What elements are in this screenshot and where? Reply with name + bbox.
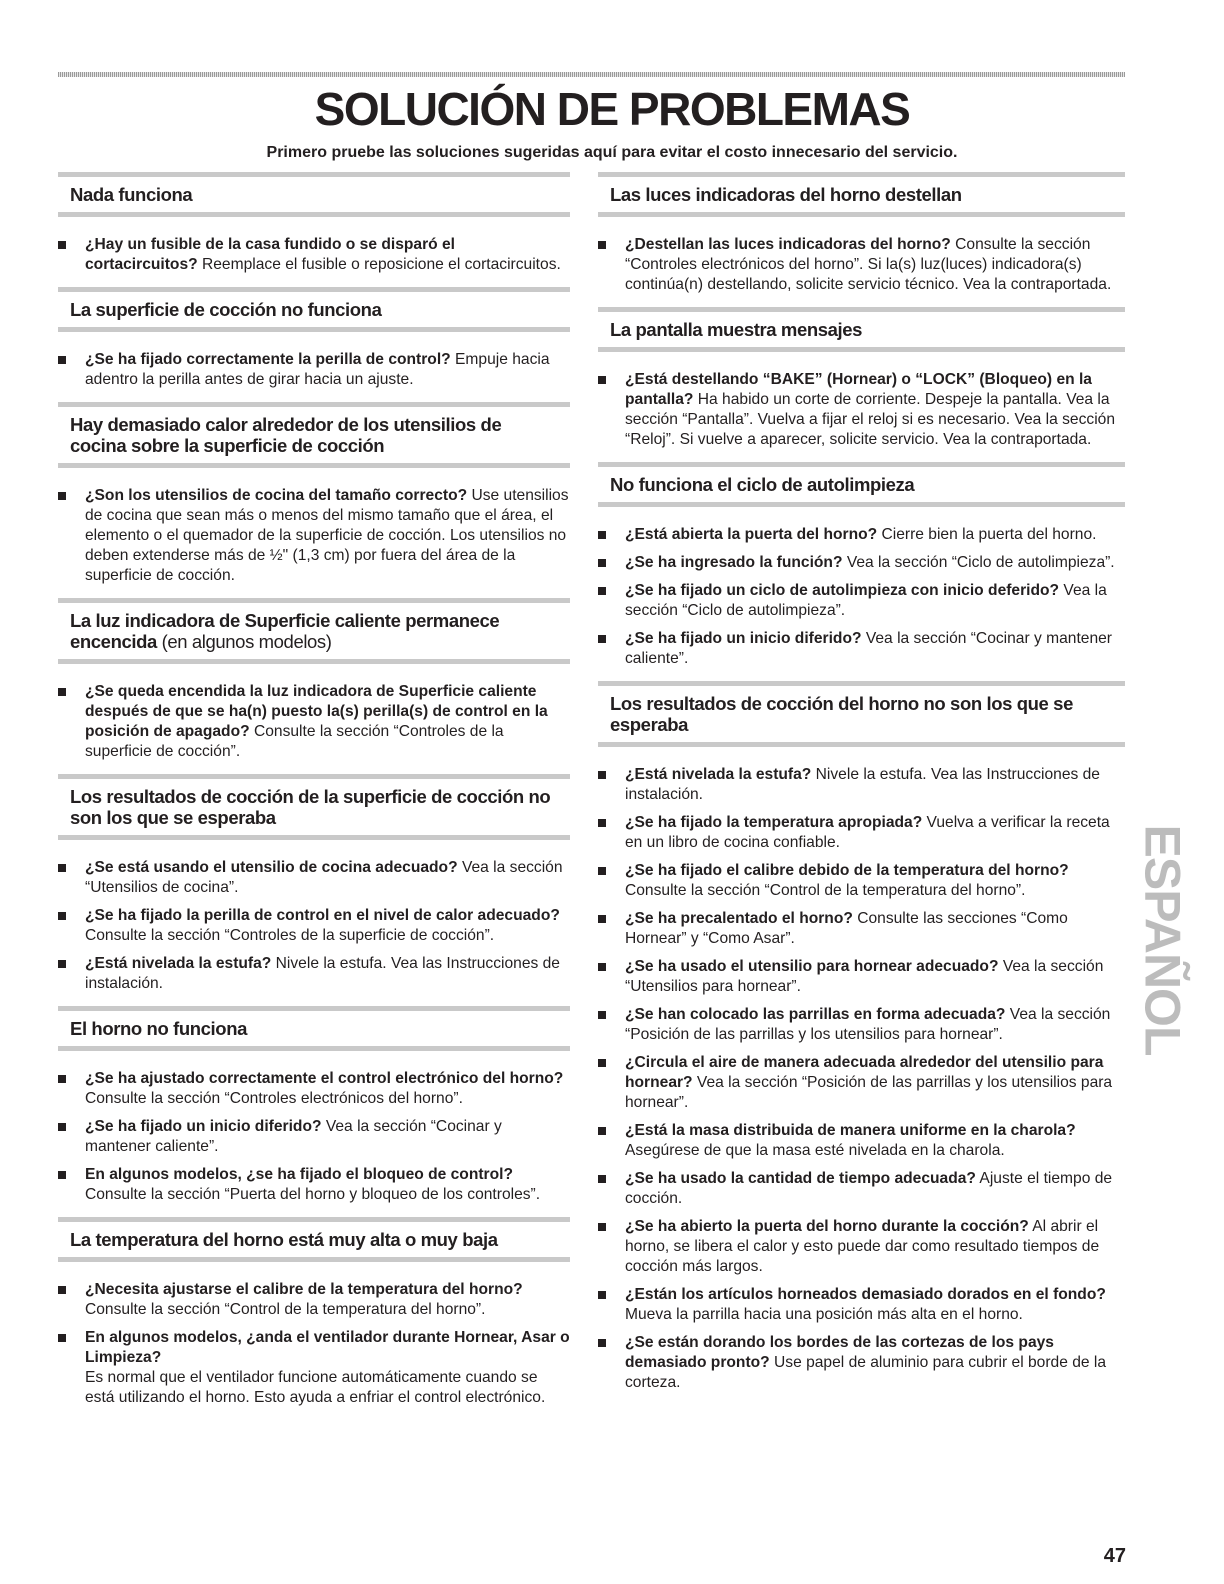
square-bullet-icon bbox=[598, 1127, 606, 1135]
answer-text: Empuje hacia adentro la perilla antes de girar hacia un ajuste. bbox=[85, 351, 550, 388]
solution-list bbox=[598, 747, 1125, 1393]
section-heading bbox=[58, 1217, 570, 1262]
troubleshooting-section bbox=[58, 172, 570, 275]
answer-text: Consulte la sección “Controles de la superficie de cocción”. bbox=[85, 723, 504, 760]
question-text: ¿Está la masa distribuida de manera uniforme en la charola? bbox=[625, 1122, 1076, 1139]
question-text: ¿Se ha fijado la perilla de control en el nivel de calor adecuado? bbox=[85, 907, 560, 924]
question-text: ¿Se ha usado la cantidad de tiempo adecuada? bbox=[625, 1170, 976, 1187]
question-text: ¿Hay un fusible de la casa fundido o se disparó el cortacircuitos? bbox=[85, 236, 456, 273]
section-heading-text: La temperatura del horno está muy alta o muy baja bbox=[70, 1229, 498, 1250]
question-text: ¿Son los utensilios de cocina del tamaño correcto? bbox=[85, 487, 468, 504]
solution-list bbox=[58, 468, 570, 586]
question-text: ¿Están los artículos horneados demasiado dorados en el fondo? bbox=[625, 1286, 1106, 1303]
answer-text: Consulte la sección “Controles electrónicos del horno”. Si la(s) luz(luces) indicadora(s) continúa(n) destellando, solicite servicio técnico. Vea la contraportada. bbox=[625, 236, 1112, 293]
answer-text: Cierre bien la puerta del horno. bbox=[877, 526, 1097, 543]
square-bullet-icon bbox=[598, 819, 606, 827]
troubleshooting-section bbox=[598, 681, 1125, 1393]
list-item bbox=[58, 858, 570, 898]
section-heading-text: La luz indicadora de Superficie caliente permanece encencida bbox=[70, 610, 500, 652]
question-text: ¿Se queda encendida la luz indicadora de Superficie caliente después de que se ha(n) puesto la(s) perilla(s) de control en la posición de apagado? bbox=[85, 683, 548, 740]
square-bullet-icon bbox=[58, 864, 66, 872]
page-number: 47 bbox=[1103, 1545, 1126, 1567]
page-subtitle: Primero pruebe las soluciones sugeridas aquí para evitar el costo innecesario del servicio. bbox=[266, 144, 958, 161]
square-bullet-icon bbox=[58, 356, 66, 364]
square-bullet-icon bbox=[598, 1059, 606, 1067]
list-item bbox=[58, 1069, 570, 1109]
section-heading-text: Las luces indicadoras del horno destellan bbox=[610, 184, 962, 205]
answer-text: Vuelva a verificar la receta en un libro de cocina confiable. bbox=[625, 814, 1110, 851]
list-item bbox=[58, 1280, 570, 1320]
question-text: ¿Destellan las luces indicadoras del horno? bbox=[625, 236, 951, 253]
square-bullet-icon bbox=[598, 531, 606, 539]
list-item bbox=[598, 1285, 1125, 1325]
question-text: ¿Se ha fijado un inicio diferido? bbox=[625, 630, 862, 647]
list-item bbox=[58, 486, 570, 586]
square-bullet-icon bbox=[598, 376, 606, 384]
solution-list bbox=[58, 1262, 570, 1408]
list-item bbox=[598, 1053, 1125, 1113]
list-item bbox=[598, 235, 1125, 295]
answer-text: Vea la sección “Cocinar y mantener caliente”. bbox=[85, 1118, 502, 1155]
section-heading bbox=[58, 287, 570, 332]
section-heading-text: Nada funciona bbox=[70, 184, 193, 205]
answer-text: Consulte la sección “Puerta del horno y bloqueo de los controles”. bbox=[85, 1186, 541, 1203]
list-item bbox=[58, 682, 570, 762]
answer-text: Vea la sección “Ciclo de autolimpieza”. bbox=[625, 582, 1107, 619]
language-label: ESPAÑOL bbox=[1134, 824, 1190, 1056]
list-item bbox=[598, 957, 1125, 997]
question-text: ¿Se están dorando los bordes de las cortezas de los pays demasiado pronto? bbox=[625, 1334, 1054, 1371]
troubleshooting-section bbox=[58, 598, 570, 762]
square-bullet-icon bbox=[598, 1175, 606, 1183]
section-heading bbox=[58, 402, 570, 468]
left-column bbox=[58, 172, 570, 1420]
question-text: ¿Se está usando el utensilio de cocina adecuado? bbox=[85, 859, 458, 876]
question-text: ¿Necesita ajustarse el calibre de la temperatura del horno? bbox=[85, 1281, 523, 1298]
list-item bbox=[598, 581, 1125, 621]
square-bullet-icon bbox=[58, 1286, 66, 1294]
answer-text: Nivele la estufa. Vea las Instrucciones de instalación. bbox=[625, 766, 1100, 803]
answer-text: Ha habido un corte de corriente. Despeje la pantalla. Vea la sección “Pantalla”. Vuelva a fijar el reloj si es necesario. Vea la sección “Reloj”. Si vuelve a aparecer, solicite servicio. Vea la contraportada. bbox=[625, 391, 1116, 448]
list-item bbox=[58, 1328, 570, 1408]
question-text: En algunos modelos, ¿se ha fijado el bloqueo de control? bbox=[85, 1166, 513, 1183]
section-heading-note: (en algunos modelos) bbox=[156, 631, 332, 652]
square-bullet-icon bbox=[598, 771, 606, 779]
answer-text: Nivele la estufa. Vea las Instrucciones de instalación. bbox=[85, 955, 560, 992]
troubleshooting-section bbox=[598, 172, 1125, 295]
question-text: ¿Está destellando “BAKE” (Hornear) o “LOCK” (Bloqueo) en la pantalla? bbox=[625, 371, 1092, 408]
list-item bbox=[598, 525, 1125, 545]
list-item bbox=[598, 1333, 1125, 1393]
troubleshooting-section bbox=[598, 307, 1125, 450]
answer-text: Consulte la sección “Control de la temperatura del horno”. bbox=[85, 1301, 486, 1318]
square-bullet-icon bbox=[58, 1334, 66, 1342]
square-bullet-icon bbox=[598, 1291, 606, 1299]
list-item bbox=[598, 1217, 1125, 1277]
question-text: ¿Se ha precalentado el horno? bbox=[625, 910, 853, 927]
question-text: ¿Se ha ajustado correctamente el control electrónico del horno? bbox=[85, 1070, 564, 1087]
list-item bbox=[598, 1169, 1125, 1209]
list-item bbox=[598, 813, 1125, 853]
section-heading-text: No funciona el ciclo de autolimpieza bbox=[610, 474, 915, 495]
solution-list bbox=[598, 352, 1125, 450]
list-item bbox=[58, 906, 570, 946]
troubleshooting-section bbox=[598, 462, 1125, 669]
question-text: ¿Se ha fijado un ciclo de autolimpieza con inicio deferido? bbox=[625, 582, 1060, 599]
question-text: ¿Se ha fijado el calibre debido de la temperatura del horno? bbox=[625, 862, 1069, 879]
answer-text: Reemplace el fusible o reposicione el cortacircuitos. bbox=[197, 256, 561, 273]
list-item bbox=[598, 1005, 1125, 1045]
list-item bbox=[598, 909, 1125, 949]
troubleshooting-section bbox=[58, 287, 570, 390]
square-bullet-icon bbox=[58, 1075, 66, 1083]
answer-text: Consulte la sección “Controles de la superficie de cocción”. bbox=[85, 927, 495, 944]
answer-text: Asegúrese de que la masa esté nivelada en la charola. bbox=[625, 1142, 1005, 1159]
list-item bbox=[598, 861, 1125, 901]
section-heading-text: El horno no funciona bbox=[70, 1018, 247, 1039]
section-heading bbox=[598, 307, 1125, 352]
question-text: ¿Se ha fijado correctamente la perilla de control? bbox=[85, 351, 451, 368]
answer-text: Consulte la sección “Controles electrónicos del horno”. bbox=[85, 1090, 463, 1107]
list-item bbox=[58, 1165, 570, 1205]
answer-text: Vea la sección “Utensilios para hornear”. bbox=[625, 958, 1104, 995]
square-bullet-icon bbox=[598, 963, 606, 971]
troubleshooting-section bbox=[58, 1217, 570, 1408]
square-bullet-icon bbox=[598, 1011, 606, 1019]
square-bullet-icon bbox=[58, 1171, 66, 1179]
list-item bbox=[58, 235, 570, 275]
question-text: ¿Se han colocado las parrillas en forma adecuada? bbox=[625, 1006, 1006, 1023]
answer-text: Vea la sección “Posición de las parrillas y los utensilios para hornear”. bbox=[625, 1074, 1113, 1111]
solution-list bbox=[58, 664, 570, 762]
solution-list bbox=[58, 217, 570, 275]
question-text: ¿Está nivelada la estufa? bbox=[625, 766, 812, 783]
square-bullet-icon bbox=[598, 915, 606, 923]
answer-text: Es normal que el ventilador funcione automáticamente cuando se está utilizando el horno. Esto ayuda a enfriar el control electrónico. bbox=[85, 1369, 546, 1406]
troubleshooting-section bbox=[58, 1006, 570, 1205]
square-bullet-icon bbox=[58, 912, 66, 920]
solution-list bbox=[598, 507, 1125, 669]
list-item bbox=[58, 350, 570, 390]
answer-text: Ajuste el tiempo de cocción. bbox=[625, 1170, 1113, 1207]
square-bullet-icon bbox=[58, 688, 66, 696]
square-bullet-icon bbox=[58, 492, 66, 500]
troubleshooting-section bbox=[58, 774, 570, 994]
question-text: ¿Se ha fijado la temperatura apropiada? bbox=[625, 814, 923, 831]
list-item bbox=[58, 1117, 570, 1157]
troubleshooting-section bbox=[58, 402, 570, 586]
list-item bbox=[58, 954, 570, 994]
section-heading-text: Los resultados de cocción de la superficie de cocción no son los que se esperaba bbox=[70, 786, 551, 828]
list-item bbox=[598, 629, 1125, 669]
answer-text: Use papel de aluminio para cubrir el borde de la corteza. bbox=[625, 1354, 1107, 1391]
answer-text: Al abrir el horno, se libera el calor y esto puede dar como resultado tiempos de cocción más largos. bbox=[625, 1218, 1100, 1275]
list-item bbox=[598, 1121, 1125, 1161]
solution-list bbox=[58, 1051, 570, 1205]
square-bullet-icon bbox=[598, 1223, 606, 1231]
section-heading-text: Hay demasiado calor alrededor de los utensilios de cocina sobre la superficie de cocción bbox=[70, 414, 502, 456]
section-heading bbox=[58, 172, 570, 217]
square-bullet-icon bbox=[598, 635, 606, 643]
section-heading bbox=[598, 681, 1125, 747]
question-text: ¿Circula el aire de manera adecuada alrededor del utensilio para hornear? bbox=[625, 1054, 1104, 1091]
question-text: ¿Está nivelada la estufa? bbox=[85, 955, 272, 972]
section-heading bbox=[598, 462, 1125, 507]
question-text: En algunos modelos, ¿anda el ventilador durante Hornear, Asar o Limpieza? bbox=[85, 1329, 570, 1366]
right-column bbox=[598, 172, 1125, 1405]
question-text: ¿Se ha usado el utensilio para hornear adecuado? bbox=[625, 958, 999, 975]
question-text: ¿Está abierta la puerta del horno? bbox=[625, 526, 878, 543]
question-text: ¿Se ha ingresado la función? bbox=[625, 554, 843, 571]
answer-text: Vea la sección “Ciclo de autolimpieza”. bbox=[842, 554, 1115, 571]
section-heading-text: La pantalla muestra mensajes bbox=[610, 319, 863, 340]
square-bullet-icon bbox=[598, 867, 606, 875]
top-rule bbox=[58, 72, 1125, 77]
solution-list bbox=[58, 840, 570, 994]
square-bullet-icon bbox=[598, 559, 606, 567]
square-bullet-icon bbox=[598, 1339, 606, 1347]
answer-text: Consulte las secciones “Como Hornear” y “Como Asar”. bbox=[625, 910, 1068, 947]
square-bullet-icon bbox=[598, 241, 606, 249]
language-side-tab bbox=[1136, 815, 1188, 1065]
section-heading-text: La superficie de cocción no funciona bbox=[70, 299, 382, 320]
question-text: ¿Se ha abierto la puerta del horno durante la cocción? bbox=[625, 1218, 1029, 1235]
section-heading bbox=[58, 598, 570, 664]
answer-text: Mueva la parrilla hacia una posición más alta en el horno. bbox=[625, 1306, 1023, 1323]
section-heading bbox=[58, 774, 570, 840]
square-bullet-icon bbox=[598, 587, 606, 595]
section-heading-text: Los resultados de cocción del horno no son los que se esperaba bbox=[610, 693, 1073, 735]
section-heading bbox=[58, 1006, 570, 1051]
square-bullet-icon bbox=[58, 960, 66, 968]
answer-text: Vea la sección “Posición de las parrillas y los utensilios para hornear”. bbox=[625, 1006, 1111, 1043]
square-bullet-icon bbox=[58, 241, 66, 249]
question-text: ¿Se ha fijado un inicio diferido? bbox=[85, 1118, 322, 1135]
answer-text: Vea la sección “Utensilios de cocina”. bbox=[85, 859, 563, 896]
solution-list bbox=[598, 217, 1125, 295]
list-item bbox=[598, 553, 1125, 573]
answer-text: Use utensilios de cocina que sean más o menos del mismo tamaño que el área, el elemento o el quemador de la superficie de cocción. Los utensilios no deben extenderse más de ½" (1,3 cm) por fuera del área de la superficie de cocción. bbox=[85, 487, 569, 584]
answer-text: Vea la sección “Cocinar y mantener caliente”. bbox=[625, 630, 1113, 667]
list-item bbox=[598, 370, 1125, 450]
list-item bbox=[598, 765, 1125, 805]
page-title: SOLUCIÓN DE PROBLEMAS bbox=[314, 83, 910, 135]
square-bullet-icon bbox=[58, 1123, 66, 1131]
answer-text: Consulte la sección “Control de la temperatura del horno”. bbox=[625, 882, 1026, 899]
section-heading bbox=[598, 172, 1125, 217]
solution-list bbox=[58, 332, 570, 390]
